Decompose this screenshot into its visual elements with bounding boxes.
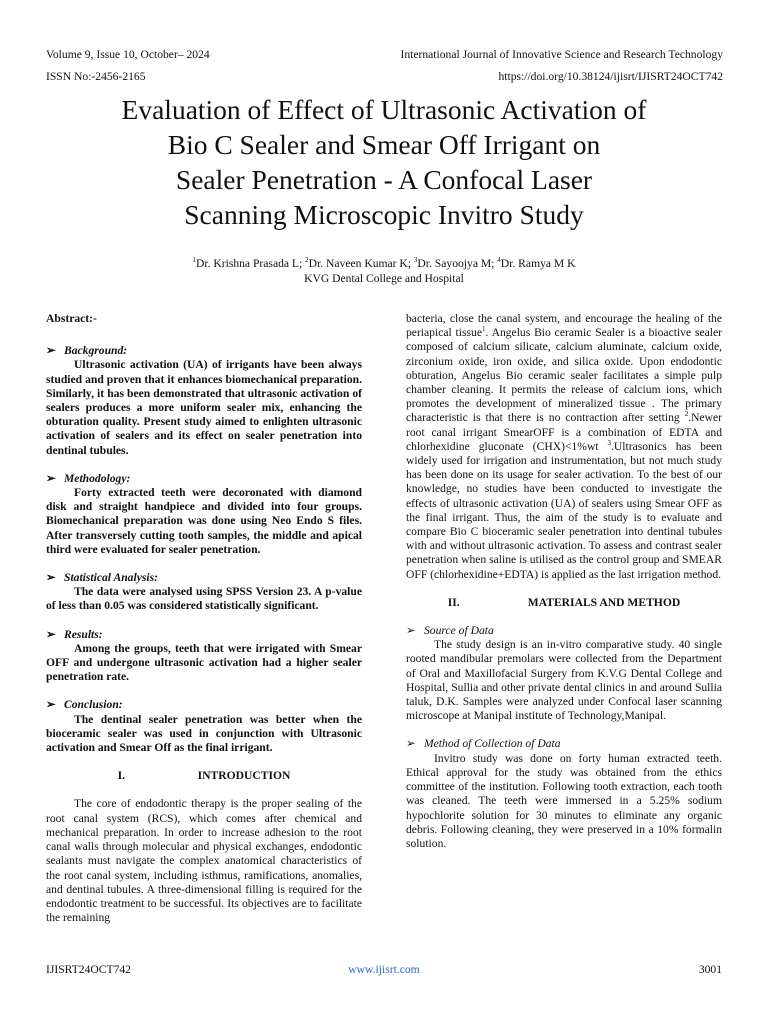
footer-website-link[interactable]: www.ijisrt.com [348, 963, 420, 976]
section-title: INTRODUCTION [197, 769, 291, 783]
issn: ISSN No:-2456-2165 [46, 70, 146, 83]
footer-article-id: IJISRT24OCT742 [46, 963, 131, 976]
background-section [46, 344, 362, 458]
arrow-bullet-icon: ➢ [46, 571, 56, 585]
conclusion-heading [46, 698, 362, 712]
title-line: Bio C Sealer and Smear Off Irrigant on [167, 129, 601, 160]
text-run: . Angelus Bio ceramic Sealer is a bioactive sealer composed of calcium silicate, calcium aluminate, calcium oxide, zirconium oxide, iron oxide, and silica oxide. Upon endodontic obturation, Angelus Bio ceramic sealer facilitates a simple pulp chamber cleaning. It permits the release of calcium ions, which promotes the development of mineralized tissue . The primary characteristic is that there is no contraction after setting [406, 326, 722, 425]
running-header-right [400, 44, 723, 88]
conclusion-text: The dentinal sealer penetration was better when the bioceramic sealer was used in conjunction with Ultrasonic activation and Smear Off as the final irrigant. [46, 712, 362, 755]
statistical-label: Statistical Analysis: [64, 571, 158, 585]
materials-heading [406, 596, 722, 610]
arrow-bullet-icon: ➢ [46, 471, 56, 485]
background-text: Ultrasonic activation (UA) of irrigants have been always studied and proven that it enhances biomechanical preparation. Similarly, it has been demonstrated that ultrasonic activation of sealers produces a more uniform sealer mix, enhancing the obturation quality. Present study aimed to enlighten ultrasonic activation of sealers and its effect on sealer penetration into dentinal tubules. [46, 358, 362, 457]
results-label: Results: [64, 627, 103, 641]
methodology-heading [46, 472, 362, 486]
results-heading [46, 628, 362, 642]
source-section [406, 624, 722, 723]
introduction-text: The core of endodontic therapy is the proper sealing of the root canal system (RCS), which comes after chemical and mechanical preparation. In order to increase adhesion to the root canal walls through molecular and physical exchanges, endodontic sealants must navigate the complex anatomical characteristics of the root canal system, including isthmus, ramifications, anomalies, and dentinal tubules. A three-dimensional filling is required for the endodontic treatment to be successful. Its objectives are to facilitate the remaining [46, 797, 362, 925]
abstract-heading: Abstract:- [46, 312, 97, 325]
left-column [46, 312, 362, 925]
methodology-text: Forty extracted teeth were decoronated with diamond disk and straight handpiece and divided into four groups. Biomechanical preparation was done using Neo Endo S files. After transversely cutting tooth samples, the middle and apical third were evaluated for sealer penetration. [46, 486, 362, 556]
statistical-text: The data were analysed using SPSS Version 23. A p-value of less than 0.05 was considered statistically significant. [46, 585, 362, 613]
method-collection-text: Invitro study was done on forty human extracted teeth. Ethical approval for the study was obtained from the ethics committee of the institution. Following tooth extraction, each tooth was cleaned. The teeth were immersed in a 5.25% sodium hypochlorite solution for 30 minutes to eliminate any organic debris. Following cleaning, they were preserved in a 10% formalin solution. [406, 751, 722, 850]
author-list [60, 256, 708, 271]
arrow-bullet-icon: ➢ [46, 698, 56, 712]
statistical-heading [46, 571, 362, 585]
paper-title [60, 92, 708, 232]
title-line: Scanning Microscopic Invitro Study [184, 199, 584, 230]
author-name: Dr. Naveen Kumar K; [308, 257, 414, 270]
conclusion-section [46, 698, 362, 755]
conclusion-label: Conclusion: [64, 698, 123, 712]
introduction-continued [406, 312, 722, 582]
section-number: I. [117, 769, 126, 783]
text-run: .Newer root canal irrigant SmearOFF is a combination of EDTA and chlorhexidine gluconate (CHX)<1%wt [406, 411, 722, 453]
methodology-label: Methodology: [64, 471, 131, 485]
journal-name: International Journal of Innovative Science and Research Technology [400, 48, 723, 61]
introduction-heading [46, 769, 362, 783]
author-sup: 2 [305, 256, 309, 265]
source-heading [406, 624, 722, 638]
arrow-bullet-icon: ➢ [46, 627, 56, 641]
doi-link[interactable]: https://doi.org/10.38124/ijisrt/IJISRT24OCT742 [498, 70, 723, 83]
author-name: Dr. Ramya M K [500, 257, 576, 270]
section-title: MATERIALS AND METHOD [527, 595, 681, 609]
source-label: Source of Data [424, 624, 494, 638]
author-name: Dr. Krishna Prasada L; [195, 257, 306, 270]
arrow-bullet-icon: ➢ [46, 344, 56, 358]
arrow-bullet-icon: ➢ [406, 624, 416, 638]
methodology-section [46, 472, 362, 557]
arrow-bullet-icon: ➢ [406, 737, 416, 751]
citation-sup: 1 [481, 325, 486, 334]
right-column [406, 312, 722, 865]
title-line: Evaluation of Effect of Ultrasonic Activation of [121, 94, 647, 125]
author-sup: 1 [192, 256, 196, 265]
statistical-section [46, 571, 362, 614]
method-collection-heading [406, 737, 722, 751]
footer-page-number: 3001 [698, 963, 722, 976]
author-sup: 4 [497, 256, 501, 265]
author-name: Dr. Sayoojya M; [417, 257, 498, 270]
author-block [60, 256, 708, 286]
results-section [46, 628, 362, 685]
title-line: Sealer Penetration - A Confocal Laser [175, 164, 593, 195]
results-text: Among the groups, teeth that were irrigated with Smear OFF and undergone ultrasonic activation had a higher sealer penetration rate. [46, 641, 362, 684]
source-text: The study design is an in-vitro comparative study. 40 single rooted mandibular premolars were collected from the Department of Oral and Maxillofacial Surgery from K.V.G Dental College and Hospital, Sullia and other private dental clinics in and around Sullia taluk, D.K. Samples were analyzed under Confocal laser scanning microscope at Manipal institute of Technology,Manipal. [406, 638, 722, 723]
author-sup: 3 [413, 256, 418, 265]
section-number: II. [447, 595, 460, 609]
background-heading [46, 344, 362, 358]
citation-sup: 3 [607, 438, 612, 447]
method-collection-section [406, 737, 722, 851]
volume-issue: Volume 9, Issue 10, October– 2024 [46, 48, 210, 61]
text-run: bacteria, close the canal system, and encourage the healing of the periapical tissue [406, 312, 722, 340]
background-label: Background: [64, 344, 128, 358]
running-header-left [46, 44, 210, 88]
affiliation: KVG Dental College and Hospital [304, 272, 464, 285]
citation-sup: 2 [684, 410, 689, 419]
text-run: .Ultrasonics has been widely used for irrigation and instrumentation, but not much study has been done on its usage for sealer activation. To the best of our knowledge, no studies have been conducted to investigate the effects of ultrasonic activation (UA) of sealers using Smear OFF as the final irrigant. Thus, the aim of the study is to evaluate and compare Bio C bioceramic sealer penetration into dentinal tubules with and without ultrasonic activation. To assess and contrast sealer penetration when saline is utilised as the control group and SMEAR OFF (chlorhexidine+EDTA) is applied as the last irrigation method. [406, 439, 723, 581]
method-collection-label: Method of Collection of Data [424, 737, 561, 751]
